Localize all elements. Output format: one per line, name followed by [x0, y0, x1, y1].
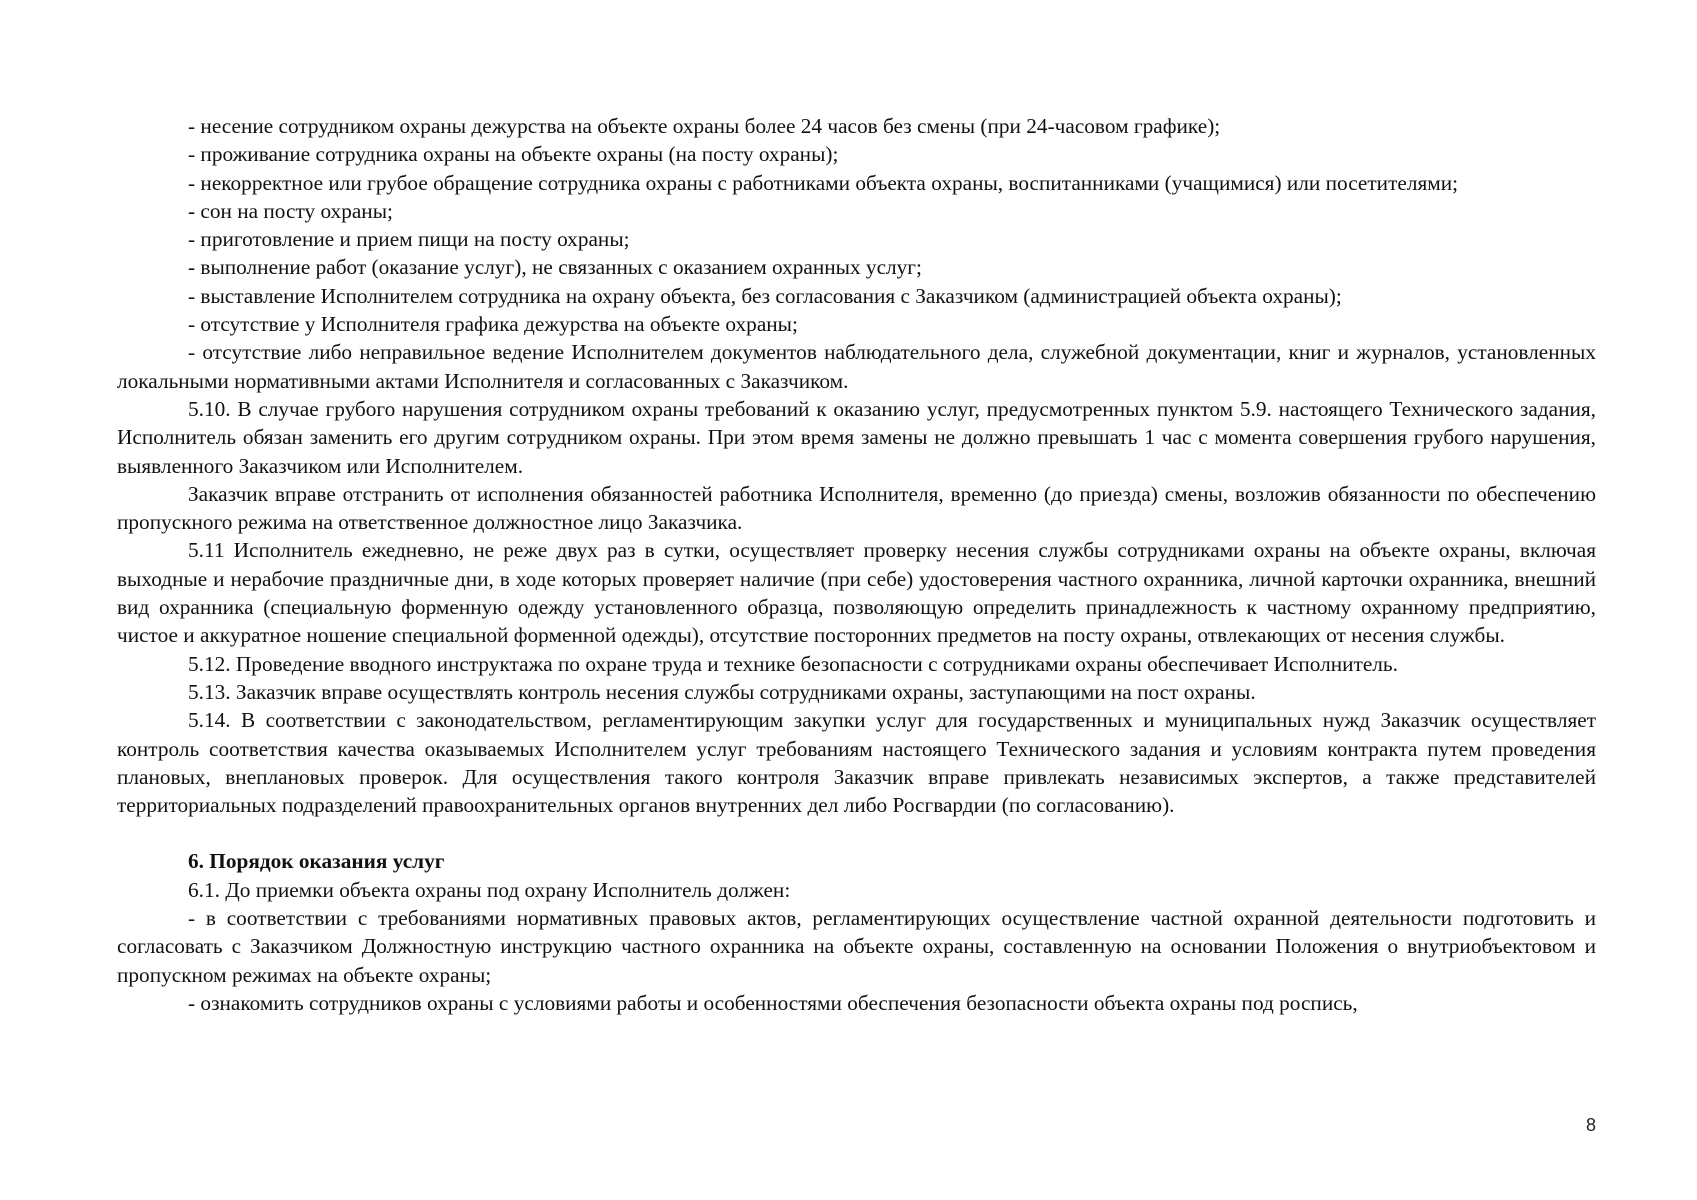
- section-heading: 6. Порядок оказания услуг: [188, 849, 445, 874]
- paragraph-list-bottom: [117, 876, 1596, 1017]
- paragraph: 5.11 Исполнитель ежедневно, не реже двух раз в сутки, осуществляет проверку несения службы сотрудниками охраны на объекте охраны, включая выходные и нерабочие праздничные дни, в ходе которых проверяет наличие (при себе) удостоверения частного охранника, личной карточки охранника, внешний вид охранника (специальную форменную одежду установленного образца, позволяющую определить принадлежность к частному охранному предприятию, чистое и аккуратное ношение специальной форменной одежды), отсутствие посторонних предметов на посту охраны, отвлекающих от несения службы.: [117, 538, 1596, 648]
- paragraph: - сон на посту охраны;: [188, 198, 393, 223]
- paragraph: - несение сотрудником охраны дежурства на объекте охраны более 24 часов без смены (при 24-часовом графике);: [188, 114, 1221, 138]
- paragraph: - в соответствии с требованиями нормативных правовых актов, регламентирующих осуществление частной охранной деятельности подготовить и согласовать с Заказчиком Должностную инструкцию частного охранника на объекте охраны, составленную на основании Положения о внутриобъектовом и пропускном режимах на объекте охраны;: [117, 906, 1596, 987]
- paragraph: - отсутствие либо неправильное ведение Исполнителем документов наблюдательного дела, служебной документации, книг и журналов, установленных локальными нормативными актами Исполнителя и согласованных с Заказчиком.: [117, 340, 1596, 393]
- paragraph: - приготовление и прием пищи на посту охраны;: [188, 227, 630, 252]
- paragraph: 5.14. В соответствии с законодательством, регламентирующим закупки услуг для государственных и муниципальных нужд Заказчик осуществляет контроль соответствия качества оказываемых Исполнителем услуг требованиям настоящего Технического задания и условиям контракта путем проведения плановых, внеплановых проверок. Для осуществления такого контроля Заказчик вправе привлекать независимых экспертов, а также представителей территориальных подразделений правоохранительных органов внутренних дел либо Росгвардии (по согласованию).: [117, 708, 1596, 818]
- paragraph: 5.12. Проведение вводного инструктажа по охране труда и технике безопасности с сотрудниками охраны обеспечивает Исполнитель.: [188, 651, 1398, 676]
- paragraph: - проживание сотрудника охраны на объекте охраны (на посту охраны);: [188, 142, 839, 167]
- paragraph: 6.1. До приемки объекта охраны под охрану Исполнитель должен:: [188, 877, 791, 902]
- paragraph: - некорректное или грубое обращение сотрудника охраны с работниками объекта охраны, воспитанниками (учащимися) или посетителями;: [188, 170, 1459, 195]
- paragraph: - отсутствие у Исполнителя графика дежурства на объекте охраны;: [188, 312, 798, 337]
- paragraph: - выставление Исполнителем сотрудника на охрану объекта, без согласования с Заказчиком (администрацией объекта охраны);: [188, 283, 1342, 308]
- paragraph: 5.10. В случае грубого нарушения сотрудником охраны требований к оказанию услуг, предусмотренных пунктом 5.9. настоящего Технического задания, Исполнитель обязан заменить его другим сотрудником охраны. При этом время замены не должно превышать 1 час с момента совершения грубого нарушения, выявленного Заказчиком или Исполнителем.: [117, 396, 1596, 478]
- paragraph: 5.13. Заказчик вправе осуществлять контроль несения службы сотрудниками охраны, заступающими на пост охраны.: [188, 679, 1256, 704]
- paragraph: - ознакомить сотрудников охраны с условиями работы и особенностями обеспечения безопасности объекта охраны под роспись,: [188, 990, 1358, 1015]
- paragraph: - выполнение работ (оказание услуг), не связанных с оказанием охранных услуг;: [188, 255, 922, 280]
- document-page: [117, 112, 1596, 1017]
- paragraph: Заказчик вправе отстранить от исполнения обязанностей работника Исполнителя, временно (до приезда) смены, возложив обязанности по обеспечению пропускного режима на ответственное должностное лицо Заказчика.: [117, 481, 1596, 535]
- page-number: 8: [1585, 1115, 1596, 1135]
- paragraph-list-top: [117, 112, 1596, 819]
